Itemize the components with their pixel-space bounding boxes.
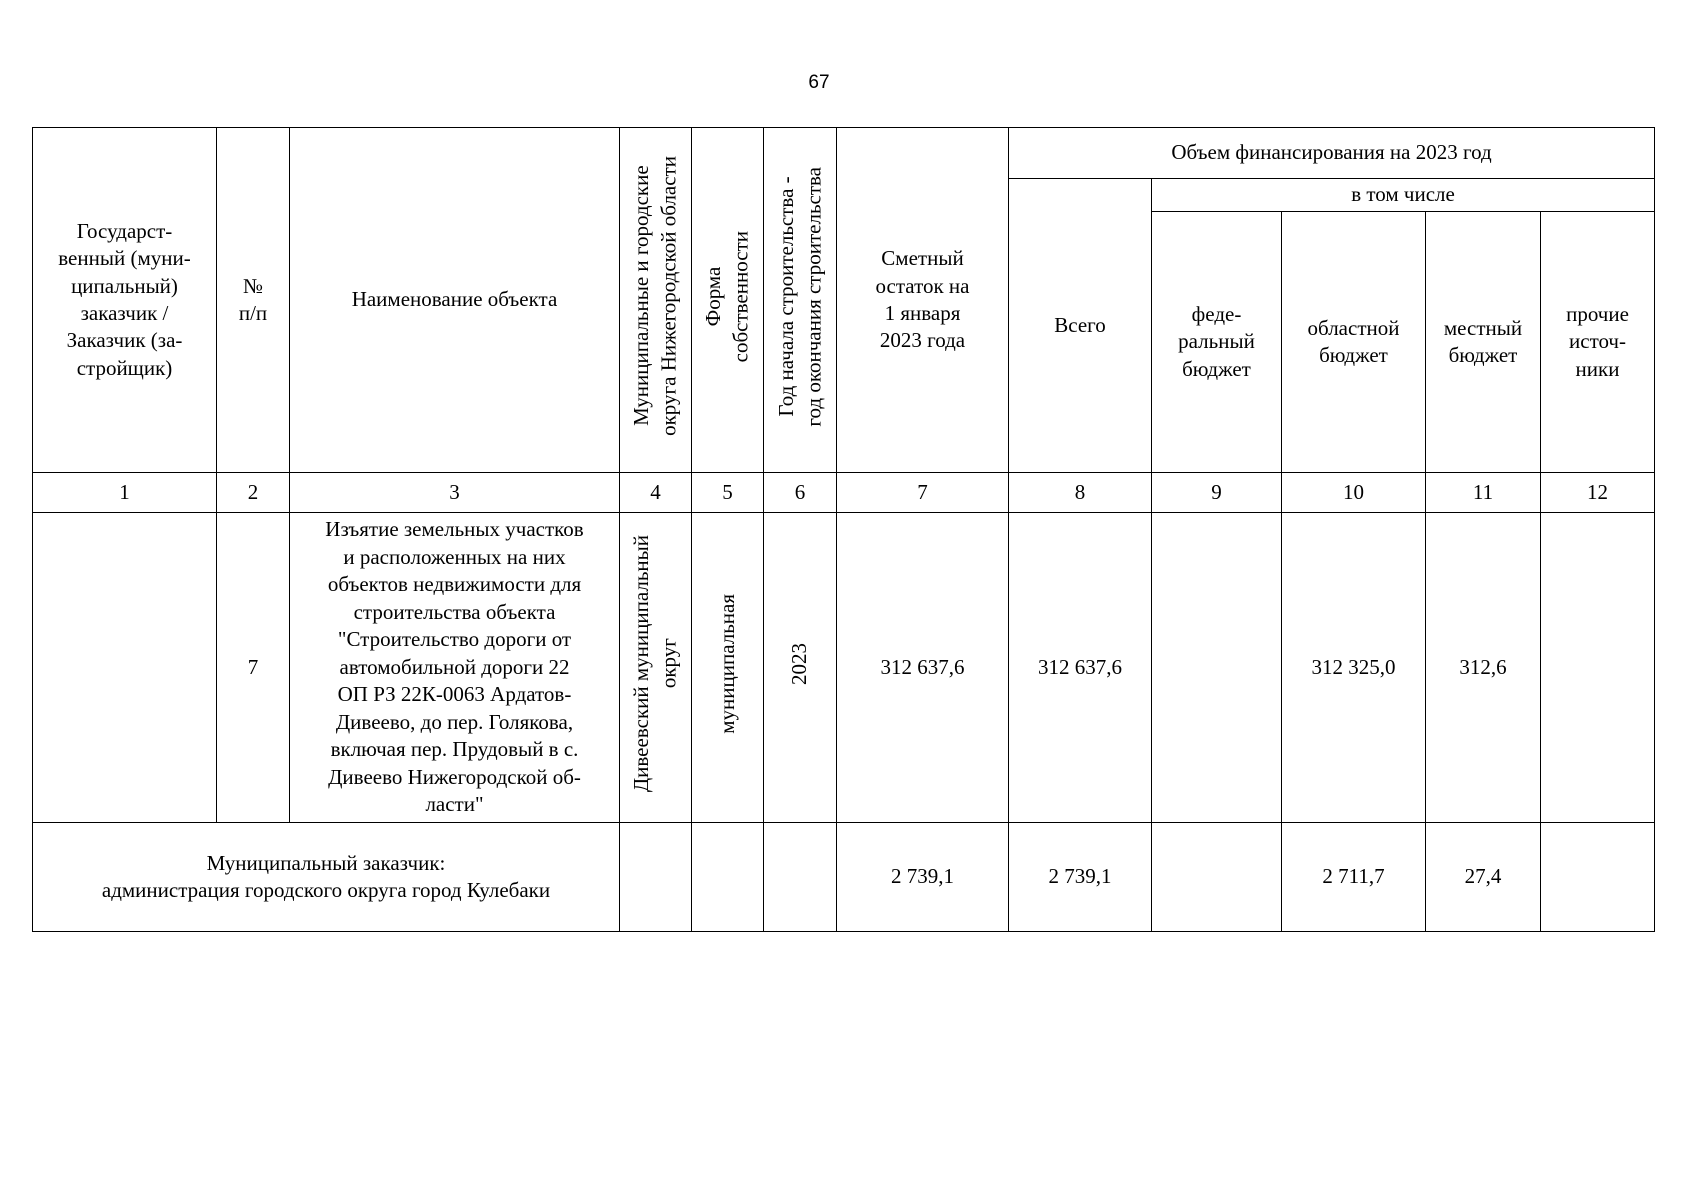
header-ownership-text: Форма собственности [701, 230, 753, 363]
total-row-district [620, 823, 692, 932]
page-number: 67 [808, 72, 830, 93]
column-number: 6 [764, 473, 837, 513]
total-row-local: 27,4 [1426, 823, 1541, 932]
total-row-regional: 2 711,7 [1282, 823, 1426, 932]
row-years-text: 2023 [787, 642, 812, 685]
row-regional: 312 325,0 [1282, 513, 1426, 823]
header-object-name: Наименование объекта [290, 128, 620, 473]
total-row-years [764, 823, 837, 932]
row-ownership [692, 513, 764, 823]
header-estimated-balance: Сметный остаток на 1 января 2023 года [837, 128, 1009, 473]
column-number: 7 [837, 473, 1009, 513]
column-number: 10 [1282, 473, 1426, 513]
row-district-text: Дивеевский муниципальный округ [629, 535, 681, 793]
column-number: 9 [1152, 473, 1282, 513]
header-including: в том числе [1152, 179, 1655, 212]
header-district [620, 128, 692, 473]
total-row-ownership [692, 823, 764, 932]
total-row-other [1541, 823, 1655, 932]
header-customer: Государст- венный (муни- ципальный) заказчик / Заказчик (за- стройщик) [33, 128, 217, 473]
row-ownership-text: муниципальная [714, 593, 739, 734]
total-row-total: 2 739,1 [1009, 823, 1152, 932]
column-number: 8 [1009, 473, 1152, 513]
total-row-label: Муниципальный заказчик: администрация городского округа город Кулебаки [33, 823, 620, 932]
header-other-sources: прочие источ- ники [1541, 212, 1655, 473]
header-federal-budget: феде- ральный бюджет [1152, 212, 1282, 473]
row-object-name: Изъятие земельных участков и расположенных на них объектов недвижимости для строительства объекта "Строительство дороги от автомобильной дороги 22 ОП РЗ 22К-0063 Ардатов- Дивеево, до пер. Голякова, включая пер. Прудовый в с. Дивеево Нижегородской об- ласти" [290, 513, 620, 823]
header-number: № п/п [217, 128, 290, 473]
header-years-text: Год начала строительства - год окончания строительства [773, 166, 825, 427]
row-local: 312,6 [1426, 513, 1541, 823]
total-row-federal [1152, 823, 1282, 932]
column-number: 1 [33, 473, 217, 513]
column-number: 2 [217, 473, 290, 513]
column-number-row [33, 473, 1655, 513]
financing-table [32, 127, 1655, 932]
row-other [1541, 513, 1655, 823]
header-years [764, 128, 837, 473]
header-row-1 [33, 128, 1655, 179]
header-district-text: Муниципальные и городские округа Нижегородской области [629, 156, 681, 437]
column-number: 12 [1541, 473, 1655, 513]
column-number: 3 [290, 473, 620, 513]
column-number: 5 [692, 473, 764, 513]
row-number: 7 [217, 513, 290, 823]
row-estimated-balance: 312 637,6 [837, 513, 1009, 823]
total-row-estimated-balance: 2 739,1 [837, 823, 1009, 932]
row-federal [1152, 513, 1282, 823]
column-number: 4 [620, 473, 692, 513]
header-financing-volume: Объем финансирования на 2023 год [1009, 128, 1655, 179]
row-years [764, 513, 837, 823]
column-number: 11 [1426, 473, 1541, 513]
table-row [33, 513, 1655, 823]
row-district [620, 513, 692, 823]
header-regional-budget: областной бюджет [1282, 212, 1426, 473]
total-row [33, 823, 1655, 932]
header-local-budget: местный бюджет [1426, 212, 1541, 473]
row-customer [33, 513, 217, 823]
row-total: 312 637,6 [1009, 513, 1152, 823]
header-ownership [692, 128, 764, 473]
header-total: Всего [1009, 179, 1152, 473]
